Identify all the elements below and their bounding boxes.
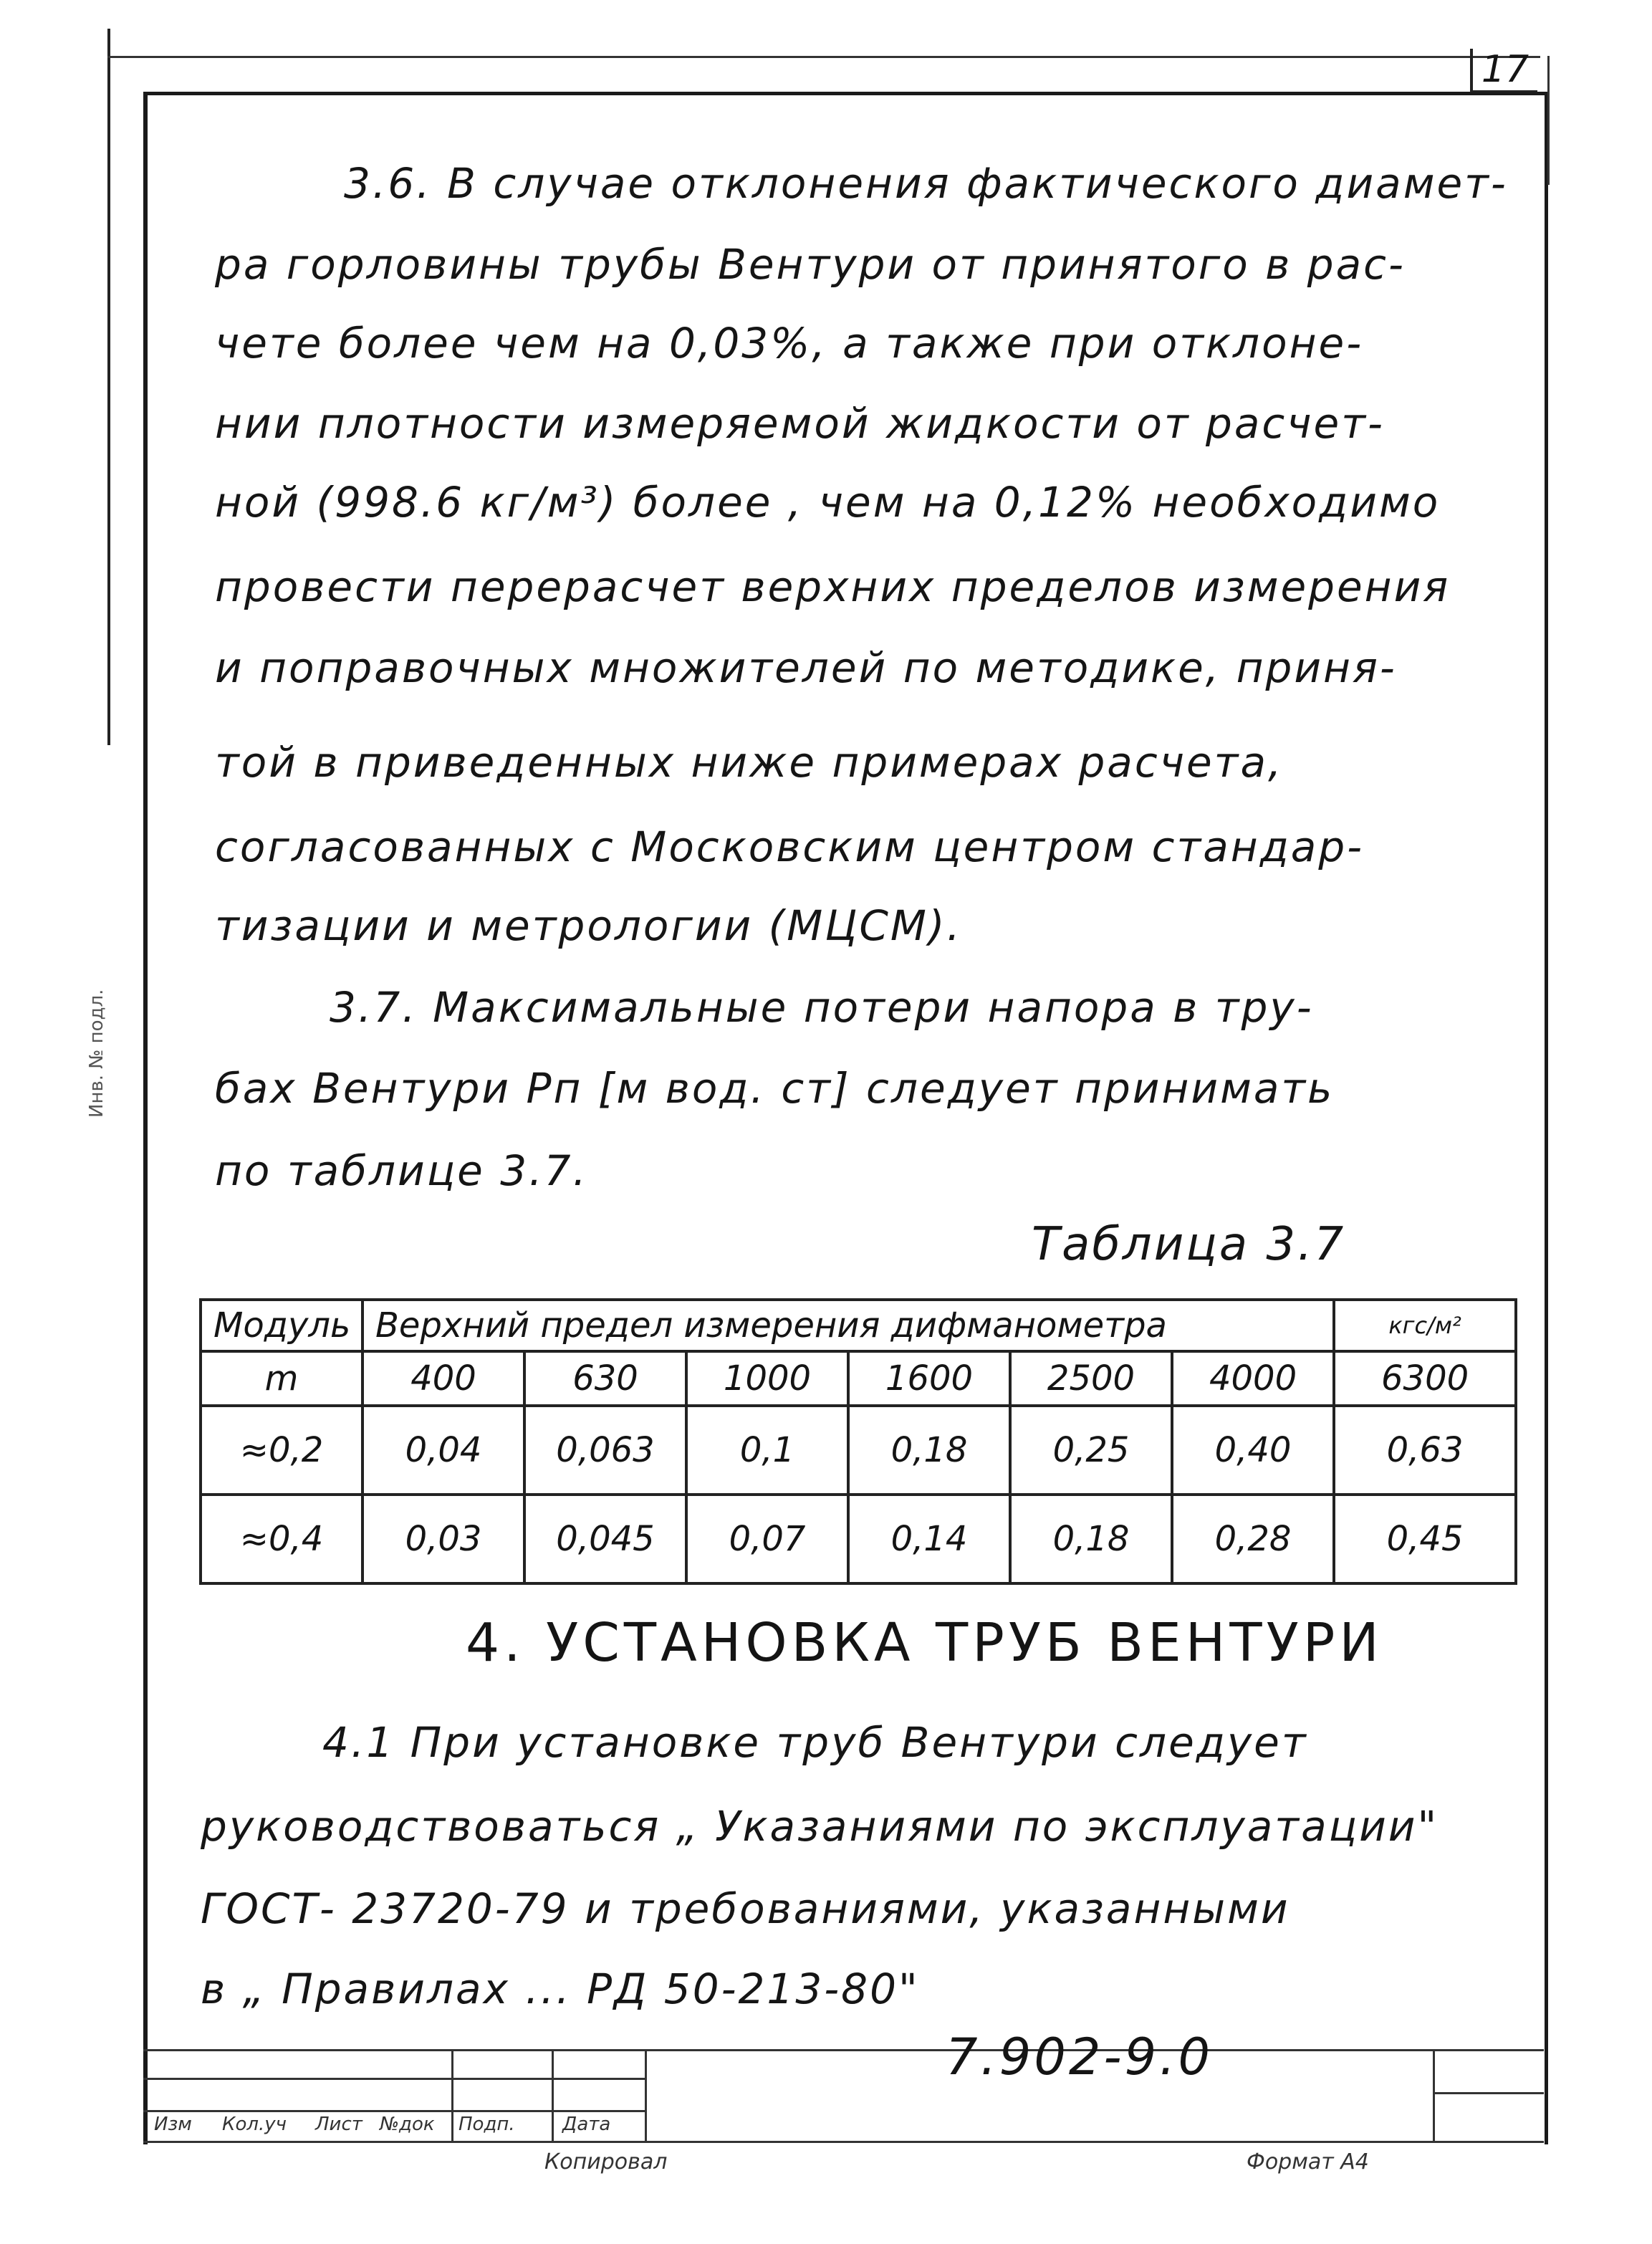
outer-top-rule xyxy=(107,56,1540,58)
row-module: ≈0,4 xyxy=(201,1495,362,1583)
stamp-cell: Изм xyxy=(154,2114,192,2135)
text-line: 3.7. Максимальные потери напора в тру- xyxy=(330,983,1314,1032)
text-line: бах Вентури Рп [м вод. ст] следует принимать xyxy=(215,1064,1335,1113)
side-stamp: Инв. № подл. xyxy=(86,989,107,1118)
text-line: ной (998.6 кг/м³) более , чем на 0,12% необходимо xyxy=(215,478,1441,527)
text-line: руководствоваться „ Указаниями по эксплуатации" xyxy=(201,1802,1439,1851)
text-line: нии плотности измеряемой жидкости от расчет- xyxy=(215,399,1385,448)
stamp-cell: №док xyxy=(380,2114,435,2135)
text-line: 4.1 При установке труб Вентури следует xyxy=(322,1718,1308,1767)
losses-table xyxy=(199,1298,1517,1585)
right-margin-rule xyxy=(1547,56,1550,185)
column-header: 630 xyxy=(524,1351,686,1406)
text-line: ра горловины трубы Вентури от принятого в рас- xyxy=(215,240,1406,289)
column-header: 6300 xyxy=(1334,1351,1516,1406)
column-header: 2500 xyxy=(1010,1351,1172,1406)
table-row xyxy=(201,1406,1516,1495)
column-header: 1000 xyxy=(686,1351,848,1406)
stamp-cell: Подп. xyxy=(458,2114,515,2135)
text-line: провести перерасчет верхних пределов измерения xyxy=(215,562,1451,611)
column-header: 400 xyxy=(362,1351,524,1406)
text-line: ГОСТ- 23720-79 и требованиями, указанными xyxy=(201,1884,1290,1933)
text-line: согласованных с Московским центром стандар- xyxy=(215,823,1365,871)
text-line: чете более чем на 0,03%, а также при отклоне- xyxy=(215,319,1364,368)
table-cell: 0,45 xyxy=(1334,1495,1516,1583)
header-module-symbol: m xyxy=(201,1351,362,1406)
table-cell: 0,18 xyxy=(1010,1495,1172,1583)
header-module: Модуль xyxy=(201,1300,362,1351)
format-label: Формат А4 xyxy=(1247,2149,1369,2175)
document-code: 7.902-9.0 xyxy=(946,2028,1213,2086)
table-cell: 0,063 xyxy=(524,1406,686,1495)
copied-by: Копировал xyxy=(544,2149,668,2175)
stamp-cell: Кол.уч xyxy=(222,2114,287,2135)
column-header: 4000 xyxy=(1172,1351,1334,1406)
table-cell: 0,25 xyxy=(1010,1406,1172,1495)
section-title: 4. УСТАНОВКА ТРУБ ВЕНТУРИ xyxy=(466,1612,1383,1674)
text-line: тизации и метрологии (МЦСМ). xyxy=(215,901,962,950)
stamp-cell: Лист xyxy=(315,2114,362,2135)
table-cell: 0,04 xyxy=(362,1406,524,1495)
table-cell: 0,14 xyxy=(848,1495,1010,1583)
table-cell: 0,045 xyxy=(524,1495,686,1583)
page-number: 17 xyxy=(1470,49,1537,92)
text-line: той в приведенных ниже примерах расчета, xyxy=(215,738,1284,787)
table-cell: 0,28 xyxy=(1172,1495,1334,1583)
column-header: 1600 xyxy=(848,1351,1010,1406)
text-line: в „ Правилах ... РД 50-213-80" xyxy=(201,1965,920,2013)
stamp-cell: Дата xyxy=(562,2114,611,2135)
outer-left-rule xyxy=(107,29,110,745)
table-row xyxy=(201,1495,1516,1583)
text-line: и поправочных множителей по методике, приня- xyxy=(215,643,1397,692)
table-cell: 0,07 xyxy=(686,1495,848,1583)
text-line: по таблице 3.7. xyxy=(215,1146,588,1195)
table-cell: 0,03 xyxy=(362,1495,524,1583)
text-line: 3.6. В случае отклонения фактического диамет- xyxy=(344,159,1508,208)
table-cell: 0,18 xyxy=(848,1406,1010,1495)
table-cell: 0,40 xyxy=(1172,1406,1334,1495)
table-cell: 0,63 xyxy=(1334,1406,1516,1495)
table-caption: Таблица 3.7 xyxy=(1032,1218,1346,1271)
header-span: Верхний предел измерения дифманометра xyxy=(362,1300,1334,1351)
header-unit: кгс/м² xyxy=(1334,1300,1516,1351)
table-cell: 0,1 xyxy=(686,1406,848,1495)
row-module: ≈0,2 xyxy=(201,1406,362,1495)
